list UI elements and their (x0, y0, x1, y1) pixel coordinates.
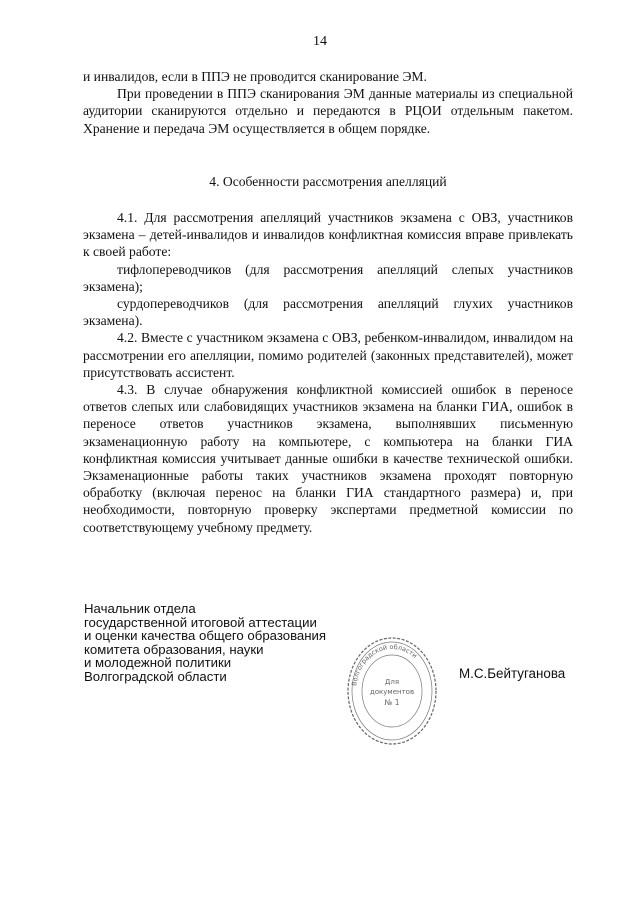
paragraph-surdo: сурдопереводчиков (для рассмотрения апелляций глухих участников экзамена). (83, 296, 573, 329)
signature-title-line: и оценки качества общего образования (84, 628, 327, 644)
section-4-body (83, 209, 573, 536)
signature-title-line: и молодежной политики (84, 655, 232, 671)
seal-center-line: Для (384, 678, 400, 686)
paragraph-continuation: и инвалидов, если в ППЭ не проводится сканирование ЭМ. (83, 69, 427, 84)
seal-ring-text: Волгоградской области (350, 642, 419, 687)
page-number: 14 (313, 34, 327, 49)
paragraph-typhlo: тифлопереводчиков (для рассмотрения апелляций слепых участников экзамена); (83, 261, 573, 294)
paragraph-4-2: 4.2. Вместе с участником экзамена с ОВЗ, ребенком-инвалидом, инвалидом на рассмотрении его апелляции, помимо родителей (законных представителей), может присутствовать ассистент. (83, 330, 573, 380)
seal-center-line: № 1 (384, 698, 400, 707)
official-seal-stamp (346, 636, 438, 746)
signature-title (84, 602, 326, 684)
signature-title-line: Начальник отдела (84, 601, 196, 616)
signature-title-line: комитета образования, науки (84, 641, 264, 657)
paragraph-4-1: 4.1. Для рассмотрения апелляций участников экзамена с ОВЗ, участников экзамена – детей-инвалидов и инвалидов конфликтная комиссия вправе привлекать к своей работе: (83, 210, 573, 260)
paragraph-4-3: 4.3. В случае обнаружения конфликтной комиссией ошибок в переносе ответов слепых или слабовидящих участников экзамена на бланки ГИА, ошибок в переносе ответов участников экзамена, выполнявших письменную экзаменационную работу на компьютере, с компьютера на бланки ГИА конфликтная комиссия учитывает данные ошибки в качестве технической ошибки. Экзаменационные работы таких участников экзамена проходят повторную обработку (включая перенос на бланки ГИА стандартного размера) и, при необходимости, повторную проверку экспертами предметной комиссии по соответствующему учебному предмету. (83, 382, 573, 535)
document-body (83, 68, 573, 137)
section-4 (83, 173, 573, 190)
section-heading: 4. Особенности рассмотрения апелляций (209, 174, 447, 189)
seal-center-line: документов (369, 688, 415, 696)
signature-name: М.С.Бейтуганова (459, 666, 566, 681)
signature-title-line: государственной итоговой аттестации (84, 614, 317, 630)
signature-title-line: Волгоградской области (84, 668, 227, 684)
paragraph-scanning: При проведении в ППЭ сканирования ЭМ данные материалы из специальной аудитории сканируются отдельно и передаются в РЦОИ отдельным пакетом. Хранение и передача ЭМ осуществляется в общем порядке. (83, 86, 573, 136)
